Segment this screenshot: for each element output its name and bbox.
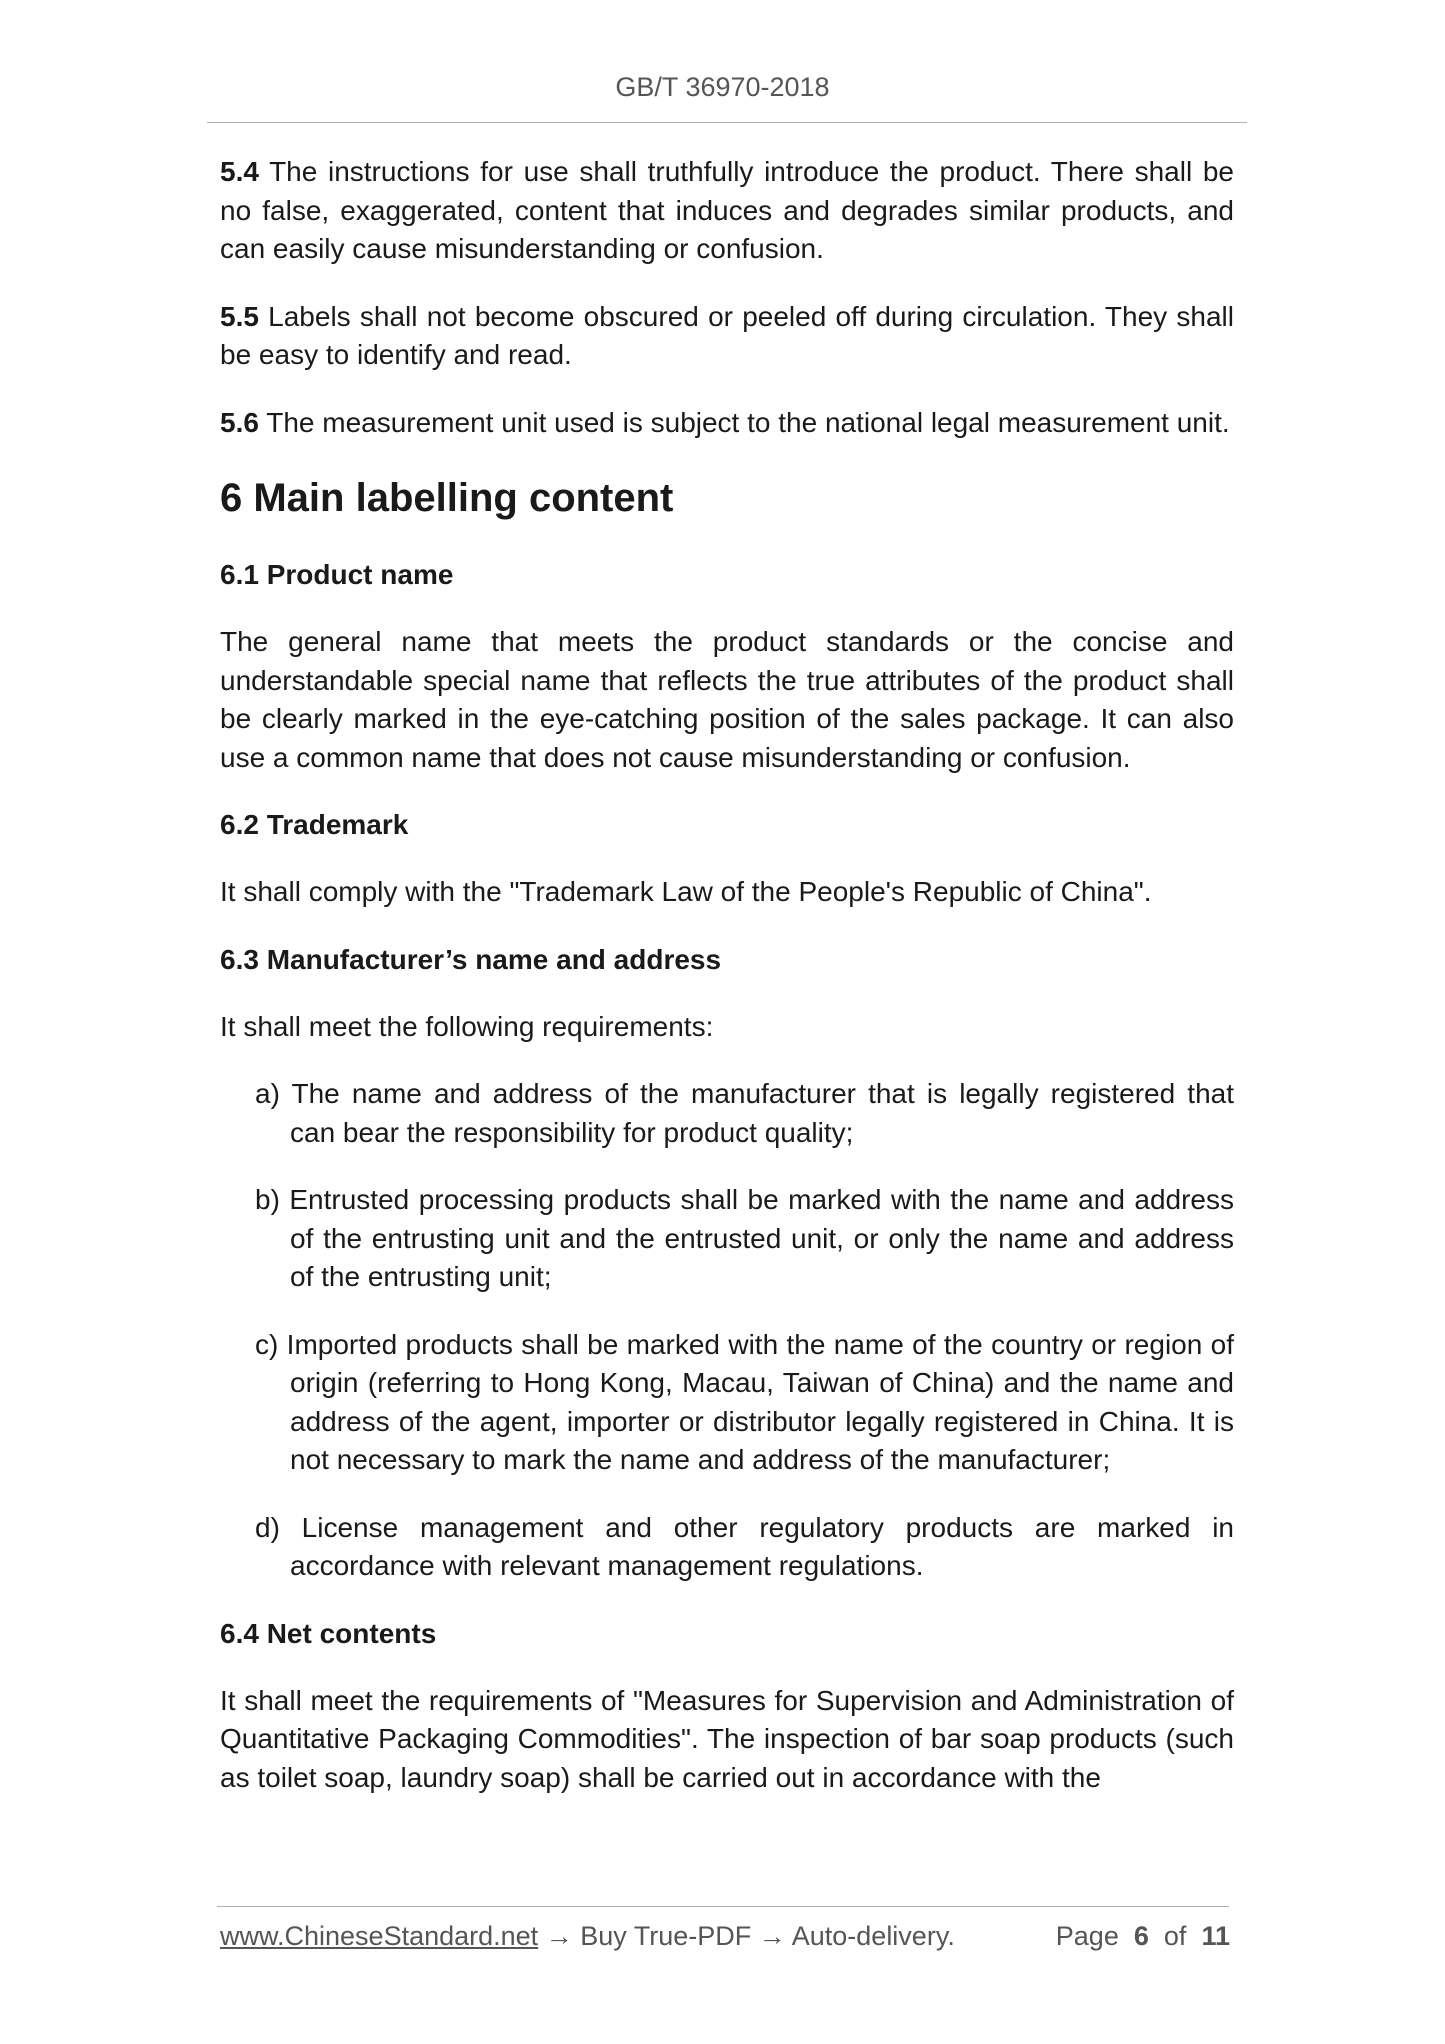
list-item: [255, 1075, 1234, 1152]
of-label: of: [1163, 1921, 1187, 1951]
header-divider: [207, 122, 1247, 123]
list-item: [255, 1326, 1234, 1480]
list-item-text: b) Entrusted processing products shall be marked with the name and address of the entrusting unit and the entrusted unit, or only the name and address of the entrusting unit;: [255, 1184, 1234, 1292]
paragraph-6-4: It shall meet the requirements of "Measures for Supervision and Administration of Quantitative Packaging Commodities". The inspection of bar soap products (such as toilet soap, laundry soap) shall be carried out in accordance with the: [220, 1684, 1234, 1793]
footer-divider: [217, 1906, 1229, 1907]
subheading-6-4: 6.4 Net contents: [220, 1617, 437, 1649]
paragraph-6-3: It shall meet the following requirements:: [220, 1010, 714, 1042]
list-item: [255, 1181, 1234, 1297]
list-item-text: d) License management and other regulatory products are marked in accordance with relevant management regulations.: [255, 1511, 1234, 1581]
section-heading-6: 6 Main labelling content: [220, 476, 674, 520]
list-item: [255, 1509, 1234, 1586]
subheading-6-3: 6.3 Manufacturer’s name and address: [220, 943, 722, 975]
list-item-text: a) The name and address of the manufacturer that is legally registered that can bear the responsibility for product quality;: [255, 1078, 1234, 1148]
paragraph-6-2: It shall comply with the "Trademark Law of the People's Republic of China".: [220, 876, 1152, 907]
clause-number: 5.6: [220, 406, 259, 438]
page-indicator: [1056, 1921, 1230, 1952]
clause-5-5: [220, 298, 1234, 375]
website-link[interactable]: www.ChineseStandard.net: [220, 1921, 539, 1951]
document-code-header: GB/T 36970-2018: [615, 72, 830, 102]
clause-text: The measurement unit used is subject to the national legal measurement unit.: [258, 406, 1230, 438]
clause-number: 5.5: [220, 300, 259, 332]
page-footer: [220, 1921, 1230, 1952]
paragraph-6-1: The general name that meets the product standards or the concise and understandable special name that reflects the true attributes of the product shall be clearly marked in the eye-catching position of the sales package. It can also use a common name that does not cause misunderstanding or confusion.: [220, 626, 1234, 773]
clause-number: 5.4: [220, 156, 259, 187]
list-item-text: c) Imported products shall be marked with the name of the country or region of origin (referring to Hong Kong, Macau, Taiwan of China) and the name and address of the agent, importer or distributor legally registered in China. It is not necessary to mark the name and address of the manufacturer;: [255, 1328, 1234, 1475]
clause-5-4: [220, 153, 1234, 269]
clause-5-6: [220, 404, 1234, 443]
subheading-6-2: 6.2 Trademark: [220, 809, 409, 840]
page-label: Page: [1055, 1921, 1119, 1951]
clause-text: Labels shall not become obscured or peeled off during circulation. They shall be easy to identify and read.: [220, 300, 1234, 370]
page-body: [220, 153, 1234, 1797]
subheading-6-1: 6.1 Product name: [220, 559, 454, 590]
page-total: 11: [1201, 1921, 1230, 1951]
clause-text: The instructions for use shall truthfully introduce the product. There shall be no false, exaggerated, content that induces and degrades similar products, and can easily cause misunderstanding or confusion.: [220, 156, 1234, 264]
footer-promo-text: → Buy True-PDF → Auto-delivery.: [538, 1921, 955, 1951]
page-number: 6: [1133, 1921, 1149, 1951]
